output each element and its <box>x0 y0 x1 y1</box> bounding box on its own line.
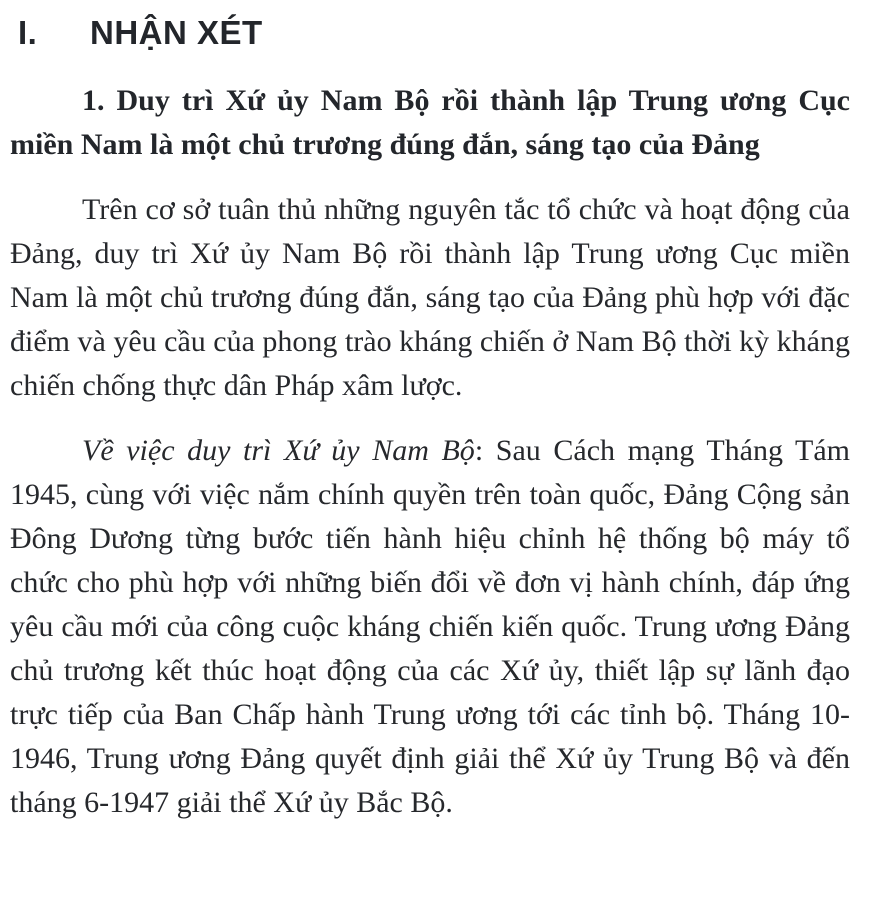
paragraph-1 <box>10 188 850 408</box>
paragraph-2-text: Sau Cách mạng Tháng Tám 1945, cùng với việc nắm chính quyền trên toàn quốc, Đảng Cộng sản Đông Dương từng bước tiến hành hiệu chỉnh hệ thống bộ máy tổ chức cho phù hợp với những biến đổi về đơn vị hành chính, đáp ứng yêu cầu mới của công cuộc kháng chiến kiến quốc. Trung ương Đảng chủ trương kết thúc hoạt động của các Xứ ủy, thiết lập sự lãnh đạo trực tiếp của Ban Chấp hành Trung ương tới các tỉnh bộ. Tháng 10-1946, Trung ương Đảng quyết định giải thể Xứ ủy Trung Bộ và đến tháng 6-1947 giải thể Xứ ủy Bắc Bộ. <box>10 434 851 819</box>
paragraph-1-text: Trên cơ sở tuân thủ những nguyên tắc tổ chức và hoạt động của Đảng, duy trì Xứ ủy Nam Bộ rồi thành lập Trung ương Cục miền Nam là một chủ trương đúng đắn, sáng tạo của Đảng phù hợp với đặc điểm và yêu cầu của phong trào kháng chiến ở Nam Bộ thời kỳ kháng chiến chống thực dân Pháp xâm lược. <box>10 193 850 402</box>
paragraph-2 <box>10 429 850 825</box>
section-numeral: I. <box>18 14 38 51</box>
paragraph-2-lead-separator: : <box>474 434 496 467</box>
paragraph-2-lead-italic: Về việc duy trì Xứ ủy Nam Bộ <box>82 434 475 467</box>
section-title: NHẬN XÉT <box>90 14 263 51</box>
section-heading <box>18 14 850 52</box>
subsection-heading: 1. Duy trì Xứ ủy Nam Bộ rồi thành lập Trung ương Cục miền Nam là một chủ trương đúng đắn, sáng tạo của Đảng <box>10 84 850 161</box>
